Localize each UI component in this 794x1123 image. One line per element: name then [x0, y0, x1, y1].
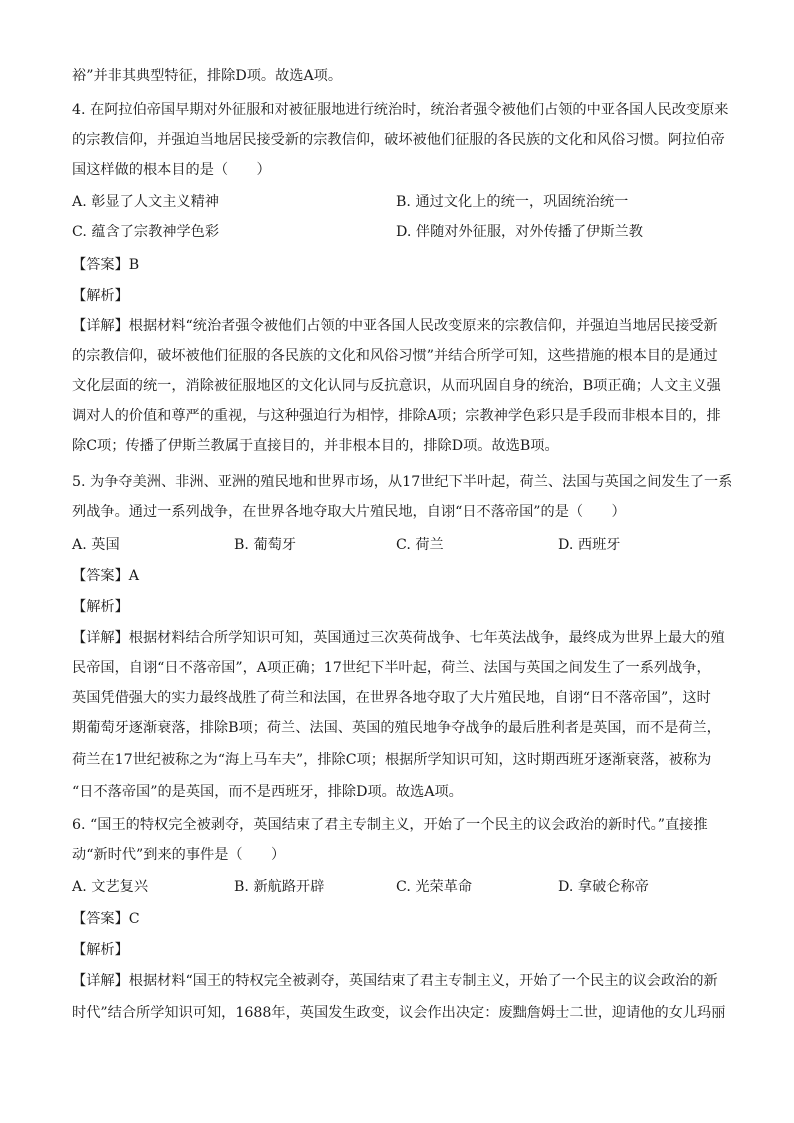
q6-detail-line: 【详解】根据材料“国王的特权完全被剥夺，英国结束了君主专制主义，开始了一个民主的议会政治的新 — [72, 973, 718, 989]
q5-detail-line: 期葡萄牙逐渐衰落，排除B项；荷兰、法国、英国的殖民地争夺战争的最后胜利者是英国，而不是荷兰， — [72, 720, 721, 736]
q6-option-c: C. 光荣革命 — [396, 879, 473, 895]
q6-option-d: D. 拿破仑称帝 — [558, 879, 649, 895]
q4-stem-line: 的宗教信仰，并强迫当地居民接受新的宗教信仰，破坏被他们征服的各民族的文化和风俗习惯。阿拉伯帝 — [72, 132, 725, 148]
q5-detail-line: 英国凭借强大的实力最终战胜了荷兰和法国，在世界各地夺取了大片殖民地，自诩“日不落帝国”，这时 — [72, 690, 711, 706]
q5-detail-line: 【详解】根据材料结合所学知识可知，英国通过三次英荷战争、七年英法战争，最终成为世界上最大的殖 — [72, 630, 725, 646]
q6-stem-line: 6. “国王的特权完全被剥夺，英国结束了君主专制主义，开始了一个民主的议会政治的新时代。”直接推 — [72, 817, 708, 833]
q6-stem-line: 动“新时代”到来的事件是（ ） — [72, 847, 286, 863]
q5-stem-line: 列战争。通过一系列战争，在世界各地夺取大片殖民地，自诩“日不落帝国”的是（ ） — [72, 504, 626, 520]
q4-detail-line: 文化层面的统一，消除被征服地区的文化认同与反抗意识，从而巩固自身的统治，B项正确；人文主义强 — [72, 378, 721, 394]
q4-option-a: A. 彰显了人文主义精神 — [72, 194, 219, 210]
q5-option-a: A. 英国 — [72, 537, 120, 553]
q4-detail-line: 的宗教信仰，破坏被他们征服的各民族的文化和风俗习惯”并结合所学可知，这些措施的根本目的是通过 — [72, 348, 718, 364]
q6-answer: 【答案】C — [72, 911, 140, 927]
q5-analysis-label: 【解析】 — [72, 599, 129, 615]
q5-stem-line: 5. 为争夺美洲、非洲、亚洲的殖民地和世界市场，从17世纪下半叶起，荷兰、法国与英国之间发生了一系 — [72, 474, 733, 490]
q4-detail-line: 除C项；传播了伊斯兰教属于直接目的，并非根本目的，排除D项。故选B项。 — [72, 438, 559, 454]
q5-option-b: B. 葡萄牙 — [234, 537, 297, 553]
q6-option-a: A. 文艺复兴 — [72, 879, 149, 895]
q5-answer: 【答案】A — [72, 568, 139, 584]
q5-option-d: D. 西班牙 — [558, 537, 621, 553]
q4-detail-line: 【详解】根据材料“统治者强令被他们占领的中亚各国人民改变原来的宗教信仰，并强迫当地居民接受新 — [72, 318, 718, 334]
q4-stem-line: 国这样做的根本目的是（ ） — [72, 162, 271, 178]
q4-option-d: D. 伴随对外征服，对外传播了伊斯兰教 — [396, 224, 643, 240]
q4-option-b: B. 通过文化上的统一，巩固统治统一 — [396, 194, 629, 210]
q5-detail-line: “日不落帝国”的是英国，而不是西班牙，排除D项。故选A项。 — [72, 784, 463, 800]
continuation-text: 裕”并非其典型特征，排除D项。故选A项。 — [72, 68, 343, 84]
q4-answer: 【答案】B — [72, 257, 140, 273]
q4-stem-line: 4. 在阿拉伯帝国早期对外征服和对被征服地进行统治时，统治者强令被他们占领的中亚各国人民改变原来 — [72, 102, 729, 118]
q6-analysis-label: 【解析】 — [72, 942, 129, 958]
q5-option-c: C. 荷兰 — [396, 537, 444, 553]
q5-detail-line: 荷兰在17世纪被称之为“海上马车夫”，排除C项；根据所学知识可知，这时期西班牙逐渐衰落，被称为 — [72, 752, 712, 768]
q5-detail-line: 民帝国，自诩“日不落帝国”，A项正确；17世纪下半叶起，荷兰、法国与英国之间发生了一系列战争， — [72, 660, 711, 676]
q4-analysis-label: 【解析】 — [72, 288, 129, 304]
q4-option-c: C. 蕴含了宗教神学色彩 — [72, 224, 220, 240]
q6-option-b: B. 新航路开辟 — [234, 879, 325, 895]
q4-detail-line: 调对人的价值和尊严的重视，与这种强迫行为相悖，排除A项；宗教神学色彩只是手段而非根本目的，排 — [72, 408, 721, 424]
q6-detail-line: 时代”结合所学知识可知，1688年，英国发生政变，议会作出决定：废黜詹姆士二世，迎请他的女儿玛丽 — [72, 1005, 726, 1021]
